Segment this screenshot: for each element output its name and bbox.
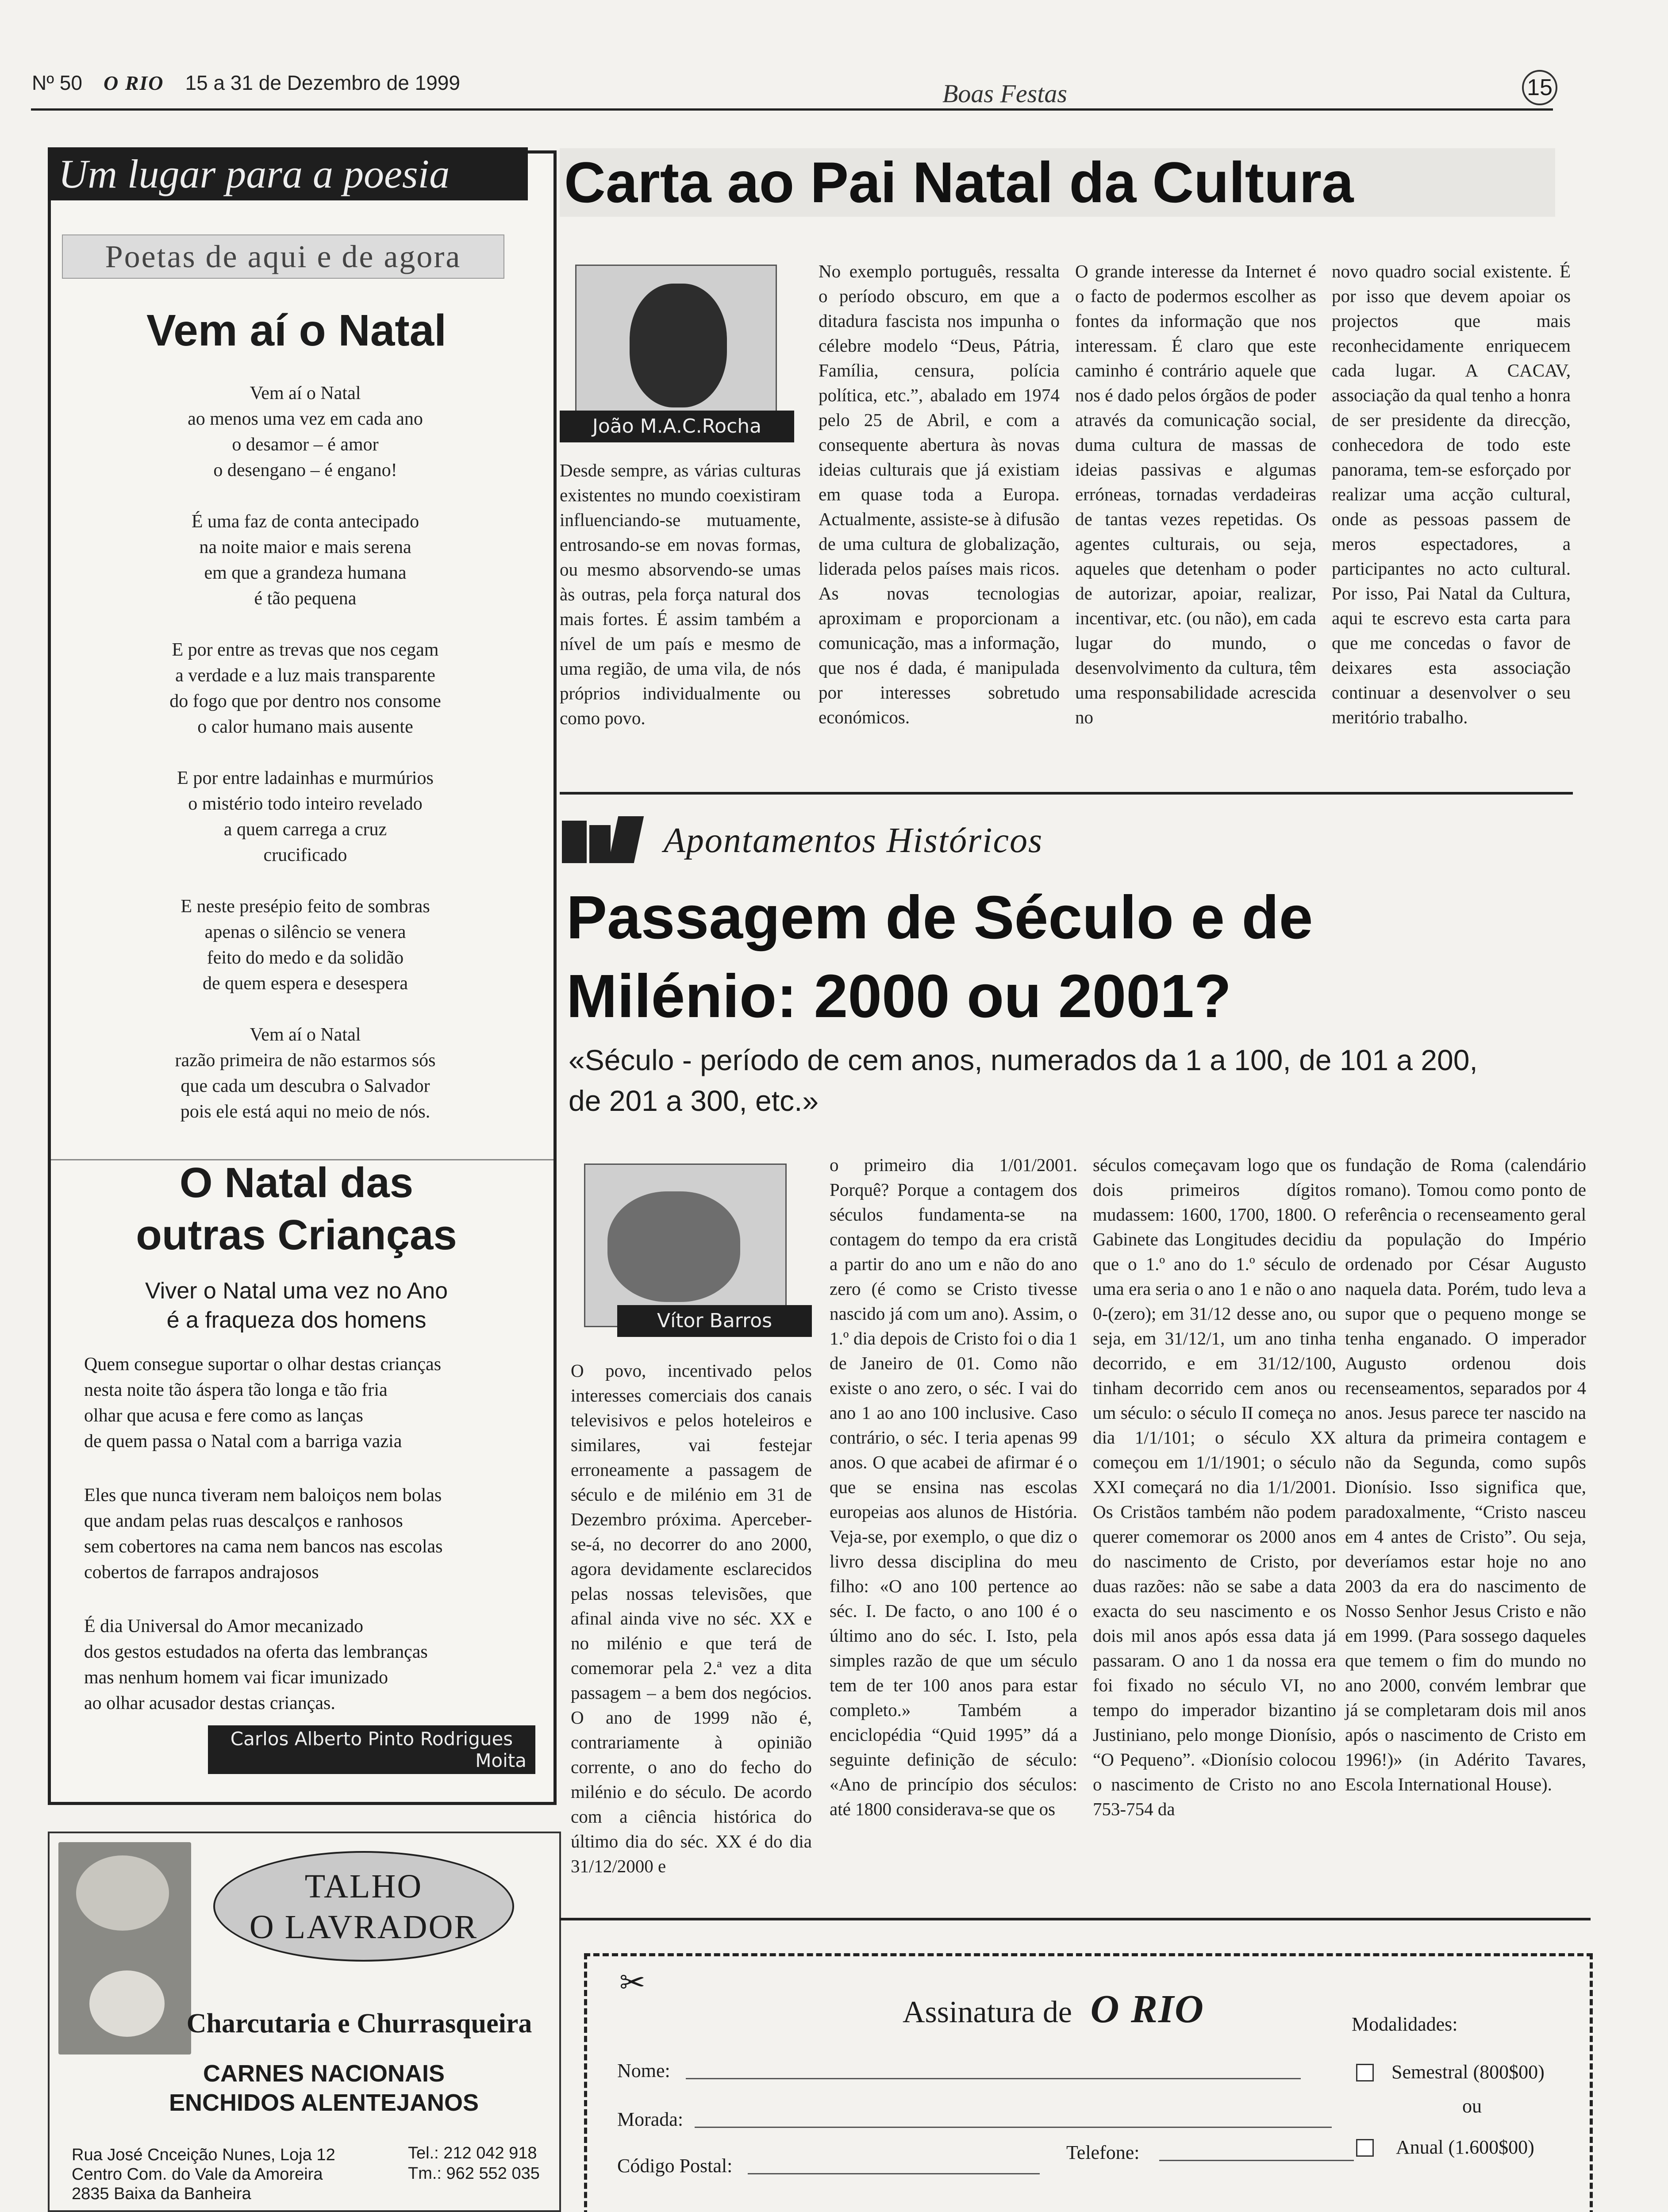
poem-line: o calor humano mais ausente: [197, 717, 413, 737]
poem-line: Eles que nunca tiveram nem baloiços nem bolas: [84, 1485, 442, 1505]
poem-stanza: [84, 1352, 544, 1454]
books-icon: [562, 816, 642, 865]
address-field[interactable]: [695, 2108, 1332, 2128]
poem-line: É dia Universal do Amor mecanizado: [84, 1616, 363, 1636]
ad-tagline: Charcutaria e Churrasqueira: [186, 2008, 532, 2039]
subscription-title: Assinatura de O RIO: [903, 1987, 1204, 2031]
poem-line: sem cobertores na cama nem bancos nas escolas: [84, 1536, 443, 1557]
poem-line: E por entre ladainhas e murmúrios: [177, 768, 434, 788]
poem-line: Quem consegue suportar o olhar destas crianças: [84, 1354, 442, 1375]
poem-line: a verdade e a luz mais transparente: [175, 665, 435, 686]
poem-line: o desamor – é amor: [232, 434, 379, 455]
butcher-ad: [48, 1832, 561, 2212]
poem-line: o desengano – é engano!: [213, 460, 397, 480]
article1-title: Carta ao Pai Natal da Cultura: [560, 148, 1555, 217]
phone-label: Telefone:: [1066, 2142, 1140, 2163]
poet-place: Moita: [475, 1750, 527, 1771]
poem-line: Vem aí o Natal: [250, 1025, 361, 1045]
page-header: [32, 71, 481, 95]
article-divider: [560, 792, 1573, 795]
poem-line: do fogo que por dentro nos consome: [169, 691, 441, 711]
poem-line: razão primeira de não estarmos sós: [175, 1050, 436, 1071]
name-field[interactable]: [686, 2059, 1301, 2079]
poem-stanza: [71, 765, 540, 868]
article1-col3: O grande interesse da Internet é o facto de podermos escolher as fontes da informação que nos interessam. É claro que este caminho é contrário aquele que nos é dado pelos órgãos de poder através da comunicação social, duma cultura de massas de ideias passivas e algumas erróneas, tornadas verdadeiras de tantas vezes repetidas. Os agentes culturais, ou seja, aqueles que detenham o poder de autorizar, apoiar, realizar, incentivar, etc. (ou não), em cada lugar do mundo, o desenvolvimento da cultura, têm uma responsabilidade acrescida no: [1075, 261, 1316, 727]
poem-stanza: [84, 1613, 544, 1716]
poem-line: feito do medo e da solidão: [207, 948, 404, 968]
poem-line: E neste presépio feito de sombras: [181, 896, 430, 917]
issue-date: 15 a 31 de Dezembro de 1999: [185, 71, 460, 94]
poem-line: olhar que acusa e fere como as lanças: [84, 1406, 363, 1426]
poem-stanza: [71, 894, 540, 996]
poem-line: apenas o silêncio se venera: [204, 922, 406, 942]
article2-subtitle: «Século - período de cem anos, numerados da 1 a 100, de 101 a 200, de 201 a 300, etc.»: [569, 1044, 1478, 1117]
page-number: 15: [1522, 70, 1557, 105]
poem-line: de quem espera e desespera: [202, 973, 408, 994]
poem-line: E por entre as trevas que nos cegam: [172, 640, 439, 660]
poetry-tab: Um lugar para a poesia: [48, 147, 528, 200]
poem-line: dos gestos estudados na oferta das lembranças: [84, 1642, 428, 1662]
poet-name: Carlos Alberto Pinto Rodrigues: [230, 1728, 513, 1750]
poem2-body: [84, 1352, 544, 1744]
poem2-title: O Natal das outras Crianças: [136, 1159, 457, 1259]
poem-stanza: [71, 1022, 540, 1125]
poets-subheading: Poetas de aqui e de agora: [62, 234, 504, 279]
anual-checkbox[interactable]: [1356, 2139, 1374, 2157]
postal-label: Código Postal:: [617, 2155, 733, 2177]
poem-line: crucificado: [263, 845, 347, 865]
poem-line: que cada um descubra o Salvador: [181, 1076, 430, 1096]
poem-line: a quem carrega a cruz: [223, 819, 387, 840]
poem-line: em que a grandeza humana: [204, 563, 407, 583]
author2-photo: [584, 1164, 787, 1327]
poem-line: Vem aí o Natal: [250, 383, 361, 403]
modes-label: Modalidades:: [1352, 2013, 1458, 2035]
author2-name: Vítor Barros: [617, 1305, 812, 1337]
poem-line: de quem passa o Natal com a barriga vazia: [84, 1431, 402, 1452]
article2-col2: o primeiro dia 1/01/2001. Porquê? Porque a contagem dos séculos fundamenta-se na contagem do tempo da era cristã a partir do ano um e não do ano zero (é como se Cristo tivesse nascido já com um ano). Assim, o 1.º dia depois de Cristo foi o dia 1 de Janeiro de 01. Como não existe o ano zero, o séc. I vai do ano 1 ao ano 100 inclusive. Caso contrário, o séc. I teria apenas 99 anos. O que acabei de afirmar é o que se ensina nas escolas europeias aos alunos de História. Veja-se, por exemplo, o que diz o livro dessa disciplina do meu filho: «O ano 100 pertence ao séc. I. De facto, o ano 100 é o último ano do séc. I. Isto, pela simples razão de que um século tem de ter 100 anos para estar completo.» Também a enciclopédia “Quid 1995” dá a seguinte definição de século: «Ano de princípio dos séculos: até 1800 considerava-se que os: [830, 1155, 1077, 1819]
address-label: Morada:: [617, 2108, 684, 2130]
article2-col4: fundação de Roma (calendário romano). Tomou como ponto de referência o recenseamento geral da população do Império ordenado por César Augusto naquela data. Porém, tudo leva a supor que o pequeno monge se tenha enganado. O imperador Augusto ordenou dois recenseamentos, separados por 4 anos. Jesus parece ter nascido na altura da primeira contagem e não da Segunda, como supôs Dionísio. Isso significa que, paradoxalmente, “Cristo nasceu em 4 antes de Cristo”. Ou seja, deveríamos estar hoje no ano 2003 da era do nascimento de Nosso Senhor Jesus Cristo e não em 1999. (Para sossego daqueles que temem o fim do mundo no ano 2000, convém lembrar que já se completaram dois mil anos após o nascimento de Cristo em 1996!)» (in Adérito Tavares, Escola International House).: [1345, 1155, 1586, 1794]
article2-col3: séculos começavam logo que os dois primeiros dígitos mudassem: 1600, 1700, 1800. O Gabinete das Longitudes decidiu que o 1.º ano do 1.º século de uma era seria o ano 1 e não o ano 0-(zero); em 31/12 desse ano, ou seja, em 31/12/1, um ano tinha decorrido, e em 31/12/100, tinham decorrido cem anos ou um século: o século II começa no dia 1/1/101; o século XX começou em 1/1/1901; o século XXI começará no dia 1/1/2001. Os Cristãos também não podem querer comemorar os 2000 anos do nascimento de Cristo, por duas razões: não se sabe a data exacta do seu nascimento e os dois mil anos após essa data já passaram. O ano 1 da nossa era foi fixado no século VI, no tempo do imperador bizantino Justiniano, pelo monge Dionísio, “O Pequeno”. «Dionísio colocou o nascimento de Cristo no ano 753-754 da: [1093, 1155, 1336, 1819]
article1-col2: No exemplo português, ressalta o período obscuro, em que a ditadura fascista nos impunha o célebre modelo “Deus, Pátria, Família, censura, polícia política, etc.”, abalado em 1974 pelo 25 de Abril, e com a consequente abertura às novas ideias culturais que já existiam em quase toda a Europa. Actualmente, assiste-se à difusão de uma cultura de globalização, liderada pelos países mais ricos. As novas tecnologias aproximam e proporcionam a comunicação, mas a informação, que nos é dada, é manipulada por interesses sobretudo económicos.: [819, 261, 1060, 727]
poem-line: é tão pequena: [254, 588, 357, 609]
section-banner: Boas Festas: [942, 79, 1067, 108]
postal-field[interactable]: [748, 2154, 1040, 2174]
poem-line: o mistério todo inteiro revelado: [188, 794, 423, 814]
poem-stanza: [71, 637, 540, 740]
poem-line: na noite maior e mais serena: [199, 537, 411, 557]
poem1-title: Vem aí o Natal: [146, 306, 447, 355]
poem-line: ao olhar acusador destas crianças.: [84, 1693, 335, 1713]
poet-signature: [208, 1725, 535, 1774]
poem-stanza: [71, 380, 540, 483]
author1-name: João M.A.C.Rocha: [560, 411, 794, 442]
ad-phones: Tel.: 212 042 918 Tm.: 962 552 035: [408, 2144, 540, 2183]
semestral-checkbox[interactable]: [1356, 2064, 1374, 2081]
poem-line: cobertos de farrapos andrajosos: [84, 1562, 319, 1582]
paper-logo: O RIO: [103, 72, 164, 94]
phone-field[interactable]: [1159, 2141, 1354, 2161]
poem1-body: [71, 380, 540, 1150]
poem2-subtitle: Viver o Natal uma vez no Ano é a fraqueza dos homens: [145, 1278, 448, 1333]
poem-line: mas nenhum homem vai ficar imunizado: [84, 1667, 388, 1688]
poem-line: pois ele está aqui no meio de nós.: [180, 1102, 430, 1122]
article2-col1: O povo, incentivado pelos interesses comerciais dos canais televisivos e pelos hoteleiros e similares, vai festejar erroneamente a passagem de século e de milénio em 31 de Dezembro próxima. Aperceber-se-á, no decorrer do ano 2000, agora devidamente esclarecidos pelas nossas televisões, que afinal ainda vive no séc. XX e no milénio e que terá de comemorar pela 2.ª vez a dita passagem – a bem dos negócios. O ano de 1999 não é, contrariamente à opinião corrente, o ano do fecho do milénio e do século. De acordo com a ciência histórica do último dia do séc. XX é do dia 31/12/2000 e: [571, 1360, 812, 1876]
semestral-label: Semestral (800$00): [1391, 2061, 1545, 2083]
ad-products: CARNES NACIONAIS ENCHIDOS ALENTEJANOS: [169, 2060, 479, 2116]
poem-stanza: [71, 509, 540, 611]
hen-image: [89, 1970, 165, 2037]
poem-line: que andam pelas ruas descalços e ranhosos: [84, 1511, 403, 1531]
issue-number: Nº 50: [32, 71, 82, 94]
subscription-top-rule: [560, 1918, 1591, 1920]
poem-stanza: [84, 1482, 544, 1585]
article1-col4: novo quadro social existente. É por isso que devem apoiar os projectos que mais reconhecidamente enriquecem cada lugar. A CACAV, associação da qual tenho a honra de ser presidente da direcção, conhecedora de todo este panorama, tem-se esforçado por realizar uma acção cultural, onde as pessoas passem de meros espectadores, a participantes no acto cultural. Por isso, Pai Natal da Cultura, aqui te escrevo esta carta para que me concedas o favor de deixares esta associação continuar a desenvolver o seu meritório trabalho.: [1332, 261, 1571, 727]
article2-kicker: Apontamentos Históricos: [664, 821, 1043, 860]
name-label: Nome:: [617, 2060, 670, 2081]
ad-address: Rua José Cnceição Nunes, Loja 12 Centro Com. do Vale da Amoreira 2835 Baixa da Banheira: [72, 2146, 335, 2203]
poem-line: ao menos uma vez em cada ano: [188, 409, 423, 429]
article1-col1: Desde sempre, as várias culturas existentes no mundo coexistiram influenciando-se mutuamente, entrosando-se em novas formas, ou mesmo absorvendo-se umas às outras, pela força natural dos mais fortes. É assim também a nível de um país e mesmo de uma região, de uma vila, de nós próprios individualmente ou como povo.: [560, 460, 801, 728]
scissors-icon: ✂: [619, 1966, 646, 2000]
ad-title: TALHO O LAVRADOR: [213, 1851, 514, 1962]
poem-line: É uma faz de conta antecipado: [191, 511, 419, 532]
poem-line: nesta noite tão áspera tão longa e tão fria: [84, 1380, 388, 1400]
or-label: ou: [1462, 2095, 1482, 2117]
header-rule: [31, 108, 1553, 111]
anual-label: Anual (1.600$00): [1396, 2136, 1534, 2158]
article2-title: Passagem de Século e de Milénio: 2000 ou 2001?: [566, 883, 1313, 1030]
